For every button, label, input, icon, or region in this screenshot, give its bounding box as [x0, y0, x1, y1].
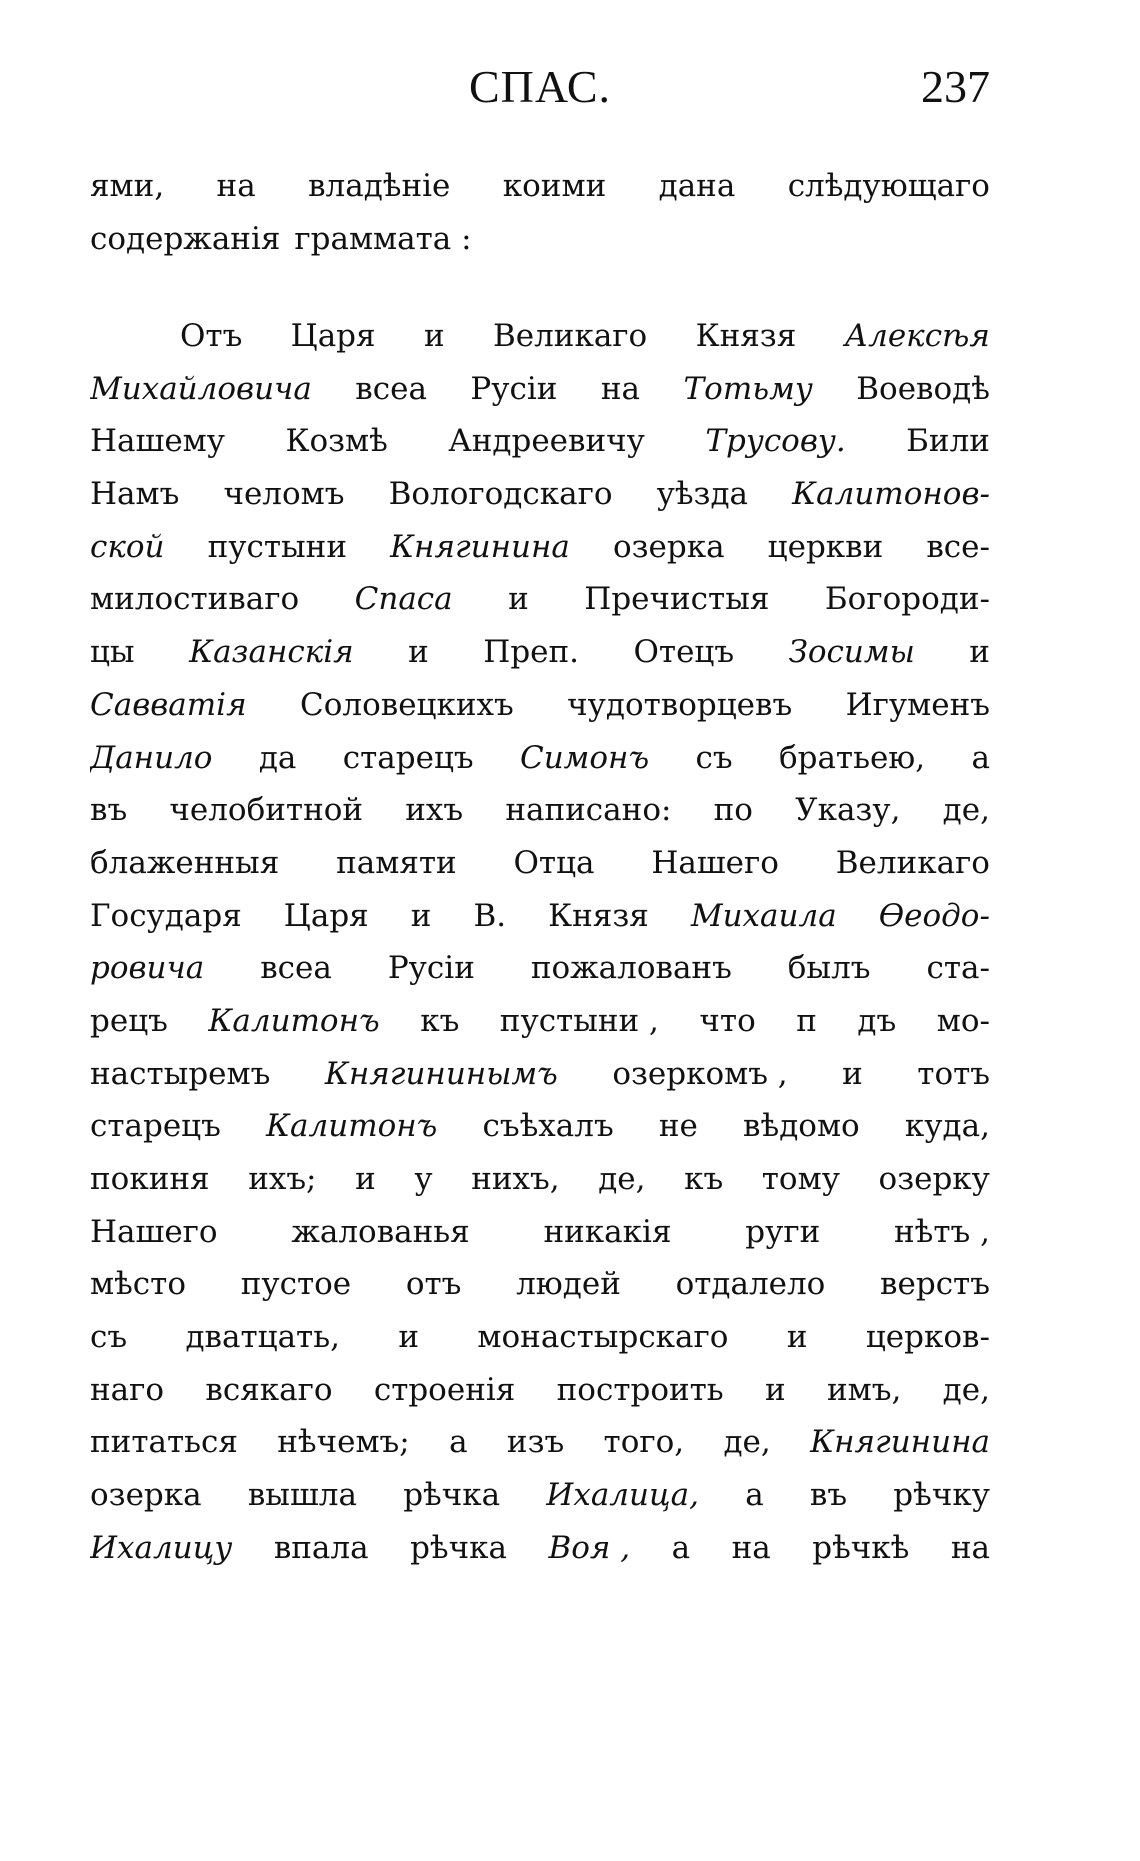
- word: и: [355, 1161, 376, 1197]
- word: а: [745, 1477, 764, 1514]
- word: впала: [273, 1529, 369, 1566]
- word: де,: [942, 792, 990, 829]
- word: а: [671, 1529, 691, 1566]
- word: всеа: [355, 370, 427, 407]
- word: на: [950, 1529, 990, 1566]
- word: Вологодскаго: [388, 476, 613, 513]
- word: Нашего: [651, 844, 779, 881]
- word: де,: [598, 1161, 646, 1197]
- word: отъ: [405, 1266, 462, 1303]
- word: пустыни: [207, 528, 347, 565]
- word: Нашему: [90, 423, 226, 460]
- text-line: [90, 1153, 990, 1206]
- word: отдалело: [675, 1266, 826, 1303]
- word: къ: [420, 1002, 460, 1039]
- word: съ: [695, 739, 733, 776]
- text-line: [90, 995, 990, 1048]
- word: озерка: [90, 1477, 202, 1514]
- word: Намъ: [90, 476, 180, 513]
- word: на: [216, 168, 256, 204]
- word: Воеводѣ: [856, 370, 990, 407]
- word: цы: [90, 634, 135, 671]
- word: изъ: [506, 1424, 565, 1461]
- word: старецъ: [342, 739, 474, 776]
- word: Игуменъ: [845, 686, 990, 723]
- word: Указу,: [795, 792, 901, 829]
- word: Царя: [290, 318, 376, 354]
- word: Русіи: [387, 950, 475, 987]
- text-line: [90, 942, 990, 995]
- text-line: [90, 521, 990, 574]
- word: рѣчку: [893, 1477, 990, 1514]
- word: жалованья: [291, 1213, 470, 1250]
- text-line: [90, 160, 990, 213]
- word: тотъ: [917, 1055, 990, 1092]
- word: Великаго: [835, 844, 990, 881]
- word: ской: [90, 528, 165, 565]
- word: граммата :: [294, 220, 472, 257]
- page-header: [90, 60, 990, 130]
- word: Воя ,: [548, 1529, 631, 1566]
- word: содержанія: [90, 220, 281, 257]
- text-line: [90, 784, 990, 837]
- word: Зосимы: [788, 634, 915, 671]
- word: Алексѣя: [844, 318, 990, 354]
- text-line: [90, 732, 990, 785]
- page-number: 237: [921, 61, 990, 112]
- word: пожалованъ: [530, 950, 732, 987]
- word: Калитонов-: [792, 476, 990, 513]
- word: и: [408, 634, 429, 671]
- word: написано:: [505, 792, 672, 829]
- word: имъ,: [826, 1371, 902, 1408]
- word: Царя: [283, 897, 369, 934]
- word: и: [423, 318, 445, 354]
- word: Савватія: [90, 686, 247, 723]
- word: что: [699, 1002, 756, 1039]
- word: и: [786, 1319, 808, 1356]
- word: братьею,: [778, 739, 926, 776]
- text-line: [90, 1258, 990, 1311]
- word: ихъ;: [248, 1161, 317, 1197]
- word: коими: [502, 168, 607, 204]
- word: Казанскія: [189, 634, 354, 671]
- word: милостиваго: [90, 581, 300, 618]
- word: Калитонъ: [266, 1108, 438, 1145]
- word: а: [971, 739, 990, 776]
- text-line: [90, 468, 990, 521]
- word: былъ: [787, 950, 871, 987]
- word: Соловецкихъ: [300, 686, 514, 723]
- word: пустыни ,: [499, 1002, 659, 1039]
- word: рѣчкѣ: [812, 1529, 910, 1566]
- word: де,: [723, 1424, 771, 1461]
- word: и: [508, 581, 529, 618]
- word: ровича: [90, 950, 205, 987]
- word: озерка: [612, 528, 725, 565]
- word: владѣніе: [308, 168, 451, 204]
- word: Михаила: [690, 897, 837, 934]
- word: къ: [684, 1161, 724, 1197]
- word: рецъ: [90, 1002, 168, 1039]
- word: и: [969, 634, 990, 671]
- word: и: [842, 1055, 863, 1092]
- charter-text: [90, 310, 990, 1575]
- word: наго: [90, 1371, 165, 1408]
- word: да: [258, 739, 297, 776]
- word: того,: [603, 1424, 685, 1461]
- word: людей: [516, 1266, 621, 1303]
- word: настыремъ: [90, 1055, 271, 1092]
- word: по: [713, 792, 753, 829]
- text-line: [90, 1048, 990, 1101]
- word: съѣхалъ: [482, 1108, 614, 1145]
- word: дъ: [857, 1002, 897, 1039]
- word: ихъ: [405, 792, 464, 829]
- word: а: [449, 1424, 468, 1461]
- word: Богороди-: [824, 581, 990, 618]
- text-line: [90, 1469, 990, 1522]
- text-line: [90, 213, 990, 266]
- word: Нашего: [90, 1213, 218, 1250]
- word: вѣдомо: [743, 1108, 860, 1145]
- word: мо-: [936, 1002, 990, 1039]
- word: Великаго: [492, 318, 648, 354]
- word: покиня: [90, 1161, 210, 1197]
- word: Данило: [90, 739, 213, 776]
- word: на: [600, 370, 641, 407]
- text-line: [90, 363, 990, 416]
- word: куда,: [904, 1108, 990, 1145]
- word: никакія: [543, 1213, 672, 1250]
- word: у: [414, 1161, 433, 1197]
- word: Отъ: [180, 318, 243, 354]
- word: Княгинина: [810, 1424, 990, 1461]
- word: озерку: [878, 1161, 990, 1197]
- word: вышла: [247, 1477, 357, 1514]
- word: въ: [90, 792, 128, 829]
- word: ста-: [926, 950, 990, 987]
- word: уѣзда: [656, 476, 749, 513]
- text-line: [90, 890, 990, 943]
- word: Русіи: [470, 370, 558, 407]
- word: чудотворцевъ: [567, 686, 793, 723]
- text-line: [90, 679, 990, 732]
- running-head: СПАС.: [468, 61, 611, 112]
- word: Княгининымъ: [324, 1055, 558, 1092]
- word: Трусову.: [705, 423, 846, 460]
- word: дватцать,: [185, 1319, 340, 1356]
- text-line: [90, 626, 990, 679]
- word: Козмѣ: [285, 423, 388, 460]
- word: Михайловича: [90, 370, 312, 407]
- word: нѣчемъ;: [277, 1424, 410, 1461]
- word: нихъ,: [471, 1161, 560, 1197]
- word: Өеодо-: [878, 897, 990, 934]
- word: Тотьму: [683, 370, 813, 407]
- word: памяти: [336, 844, 457, 881]
- word: Преп.: [483, 634, 580, 671]
- text-line: [90, 1364, 990, 1417]
- text-line: [90, 837, 990, 890]
- text-line: [90, 415, 990, 468]
- word: всеа: [260, 950, 332, 987]
- word: п: [796, 1002, 817, 1039]
- word: монастырскаго: [477, 1319, 729, 1356]
- text-line: [90, 573, 990, 626]
- word: верстъ: [880, 1266, 990, 1303]
- word: не: [658, 1108, 698, 1145]
- word: строенія: [373, 1371, 516, 1408]
- word: В.: [473, 897, 507, 934]
- word: на: [731, 1529, 771, 1566]
- word: Ихалицу: [90, 1529, 233, 1566]
- word: руги: [745, 1213, 821, 1250]
- word: и: [765, 1371, 786, 1408]
- word: Княгинина: [390, 528, 570, 565]
- word: блаженныя: [90, 844, 280, 881]
- word: пустое: [240, 1266, 352, 1303]
- text-line: [90, 1416, 990, 1469]
- word: де,: [942, 1371, 990, 1408]
- text-line: [90, 310, 990, 363]
- word: съ: [90, 1319, 128, 1356]
- word: Князя: [548, 897, 649, 934]
- word: церков-: [865, 1319, 990, 1356]
- word: Ихалица,: [546, 1477, 699, 1514]
- word: озеркомъ ,: [612, 1055, 788, 1092]
- word: Симонъ: [519, 739, 650, 776]
- text-line: [90, 1100, 990, 1153]
- word: нѣтъ ,: [894, 1213, 990, 1250]
- word: всякаго: [205, 1371, 333, 1408]
- word: Отца: [513, 844, 595, 881]
- word: все-: [926, 528, 990, 565]
- word: старецъ: [90, 1108, 221, 1145]
- word: въ: [809, 1477, 848, 1514]
- word: ями,: [90, 168, 165, 204]
- text-line: [90, 1522, 990, 1575]
- word: церкви: [767, 528, 884, 565]
- word: рѣчка: [403, 1477, 501, 1514]
- word: Государя: [90, 897, 242, 934]
- intro-paragraph: [90, 160, 990, 265]
- word: рѣчка: [410, 1529, 507, 1566]
- word: дана: [658, 168, 736, 204]
- word: Отецъ: [633, 634, 735, 671]
- text-line: [90, 1311, 990, 1364]
- word: Спаса: [354, 581, 453, 618]
- word: Били: [906, 423, 990, 460]
- text-line: [90, 1206, 990, 1259]
- word: Андреевичу: [448, 423, 645, 460]
- word: Калитонъ: [208, 1002, 380, 1039]
- word: мѣсто: [90, 1266, 186, 1303]
- word: и: [410, 897, 432, 934]
- word: Князя: [695, 318, 797, 354]
- word: челобитной: [169, 792, 364, 829]
- word: челомъ: [223, 476, 345, 513]
- word: тому: [761, 1161, 840, 1197]
- word: слѣдующаго: [787, 168, 990, 204]
- word: и: [398, 1319, 419, 1356]
- word: питаться: [90, 1424, 238, 1461]
- word: построить: [556, 1371, 724, 1408]
- word: Пречистыя: [584, 581, 770, 618]
